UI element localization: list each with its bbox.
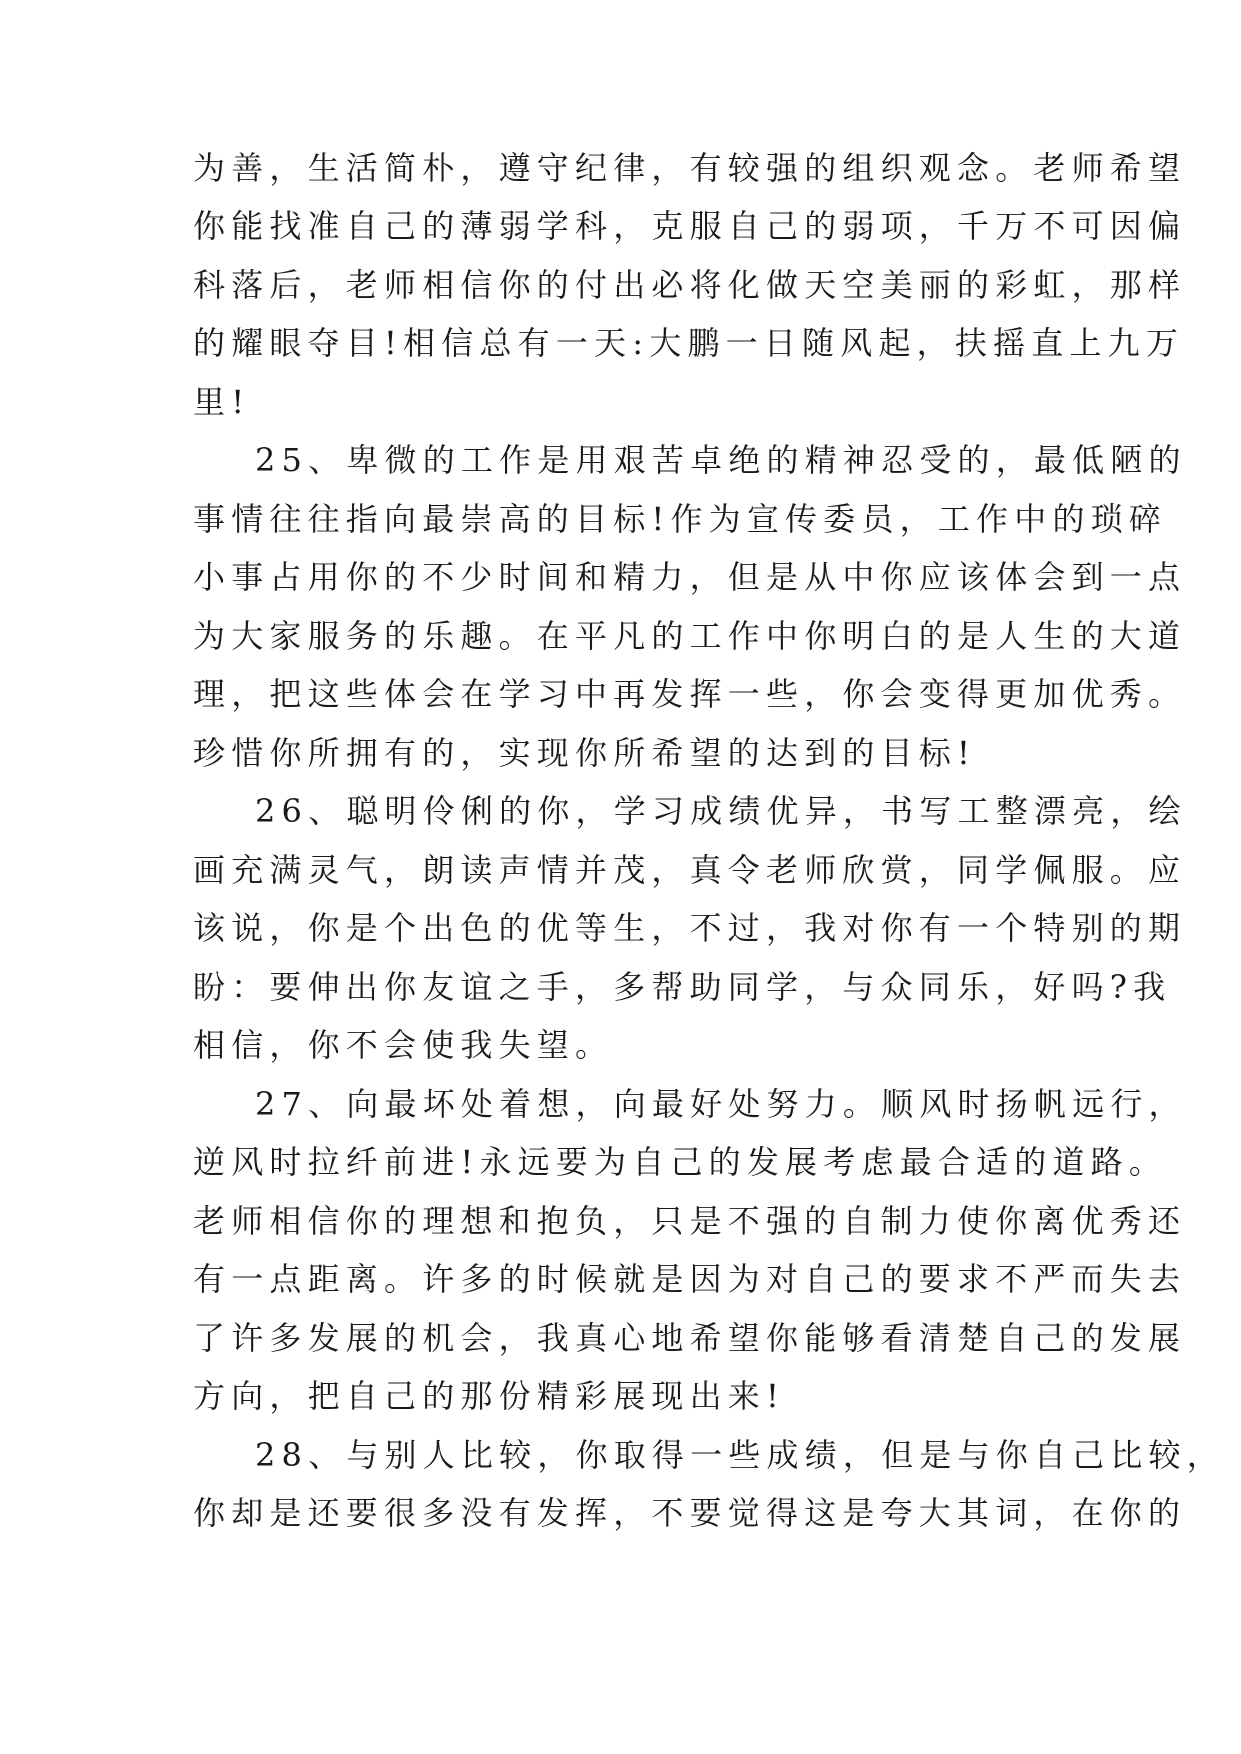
text-line: 了许多发展的机会，我真心地希望你能够看清楚自己的发展 <box>193 1319 1187 1357</box>
text-line: 你却是还要很多没有发挥，不要觉得这是夸大其词，在你的 <box>193 1494 1187 1532</box>
text-line: 为大家服务的乐趣。在平凡的工作中你明白的是人生的大道 <box>193 617 1187 655</box>
text-line: 有一点距离。许多的时候就是因为对自己的要求不严而失去 <box>193 1260 1187 1298</box>
text-line: 相信，你不会使我失望。 <box>193 1026 614 1064</box>
text-line: 科落后，老师相信你的付出必将化做天空美丽的彩虹，那样 <box>193 266 1187 304</box>
text-line: 该说，你是个出色的优等生，不过，我对你有一个特别的期 <box>193 909 1187 947</box>
text-line: 小事占用你的不少时间和精力，但是从中你应该体会到一点 <box>193 558 1187 596</box>
text-line: 珍惜你所拥有的，实现你所希望的达到的目标! <box>193 734 977 772</box>
paragraph-start-line: 26、聪明伶俐的你，学习成绩优异，书写工整漂亮，绘 <box>255 792 1187 830</box>
text-line: 理，把这些体会在学习中再发挥一些，你会变得更加优秀。 <box>193 675 1187 713</box>
text-line: 里! <box>193 383 251 421</box>
paragraph-start-line: 28、与别人比较，你取得一些成绩，但是与你自己比较， <box>255 1436 1225 1474</box>
text-line: 盼：要伸出你友谊之手，多帮助同学，与众同乐，好吗?我 <box>193 968 1172 1006</box>
text-line: 逆风时拉纤前进!永远要为自己的发展考虑最合适的道路。 <box>193 1143 1168 1181</box>
text-line: 画充满灵气，朗读声情并茂，真令老师欣赏，同学佩服。应 <box>193 851 1187 889</box>
text-line: 老师相信你的理想和抱负，只是不强的自制力使你离优秀还 <box>193 1202 1187 1240</box>
text-line: 方向，把自己的那份精彩展现出来! <box>193 1377 786 1415</box>
text-line: 的耀眼夺目!相信总有一天:大鹏一日随风起，扶摇直上九万 <box>193 324 1185 362</box>
text-line: 为善，生活简朴，遵守纪律，有较强的组织观念。老师希望 <box>193 149 1187 187</box>
text-line: 你能找准自己的薄弱学科，克服自己的弱项，千万不可因偏 <box>193 207 1187 245</box>
text-line: 事情往往指向最崇高的目标!作为宣传委员，工作中的琐碎 <box>193 500 1168 538</box>
paragraph-start-line: 25、卑微的工作是用艰苦卓绝的精神忍受的，最低陋的 <box>255 441 1187 479</box>
paragraph-start-line: 27、向最坏处着想，向最好处努力。顺风时扬帆远行， <box>255 1085 1187 1123</box>
